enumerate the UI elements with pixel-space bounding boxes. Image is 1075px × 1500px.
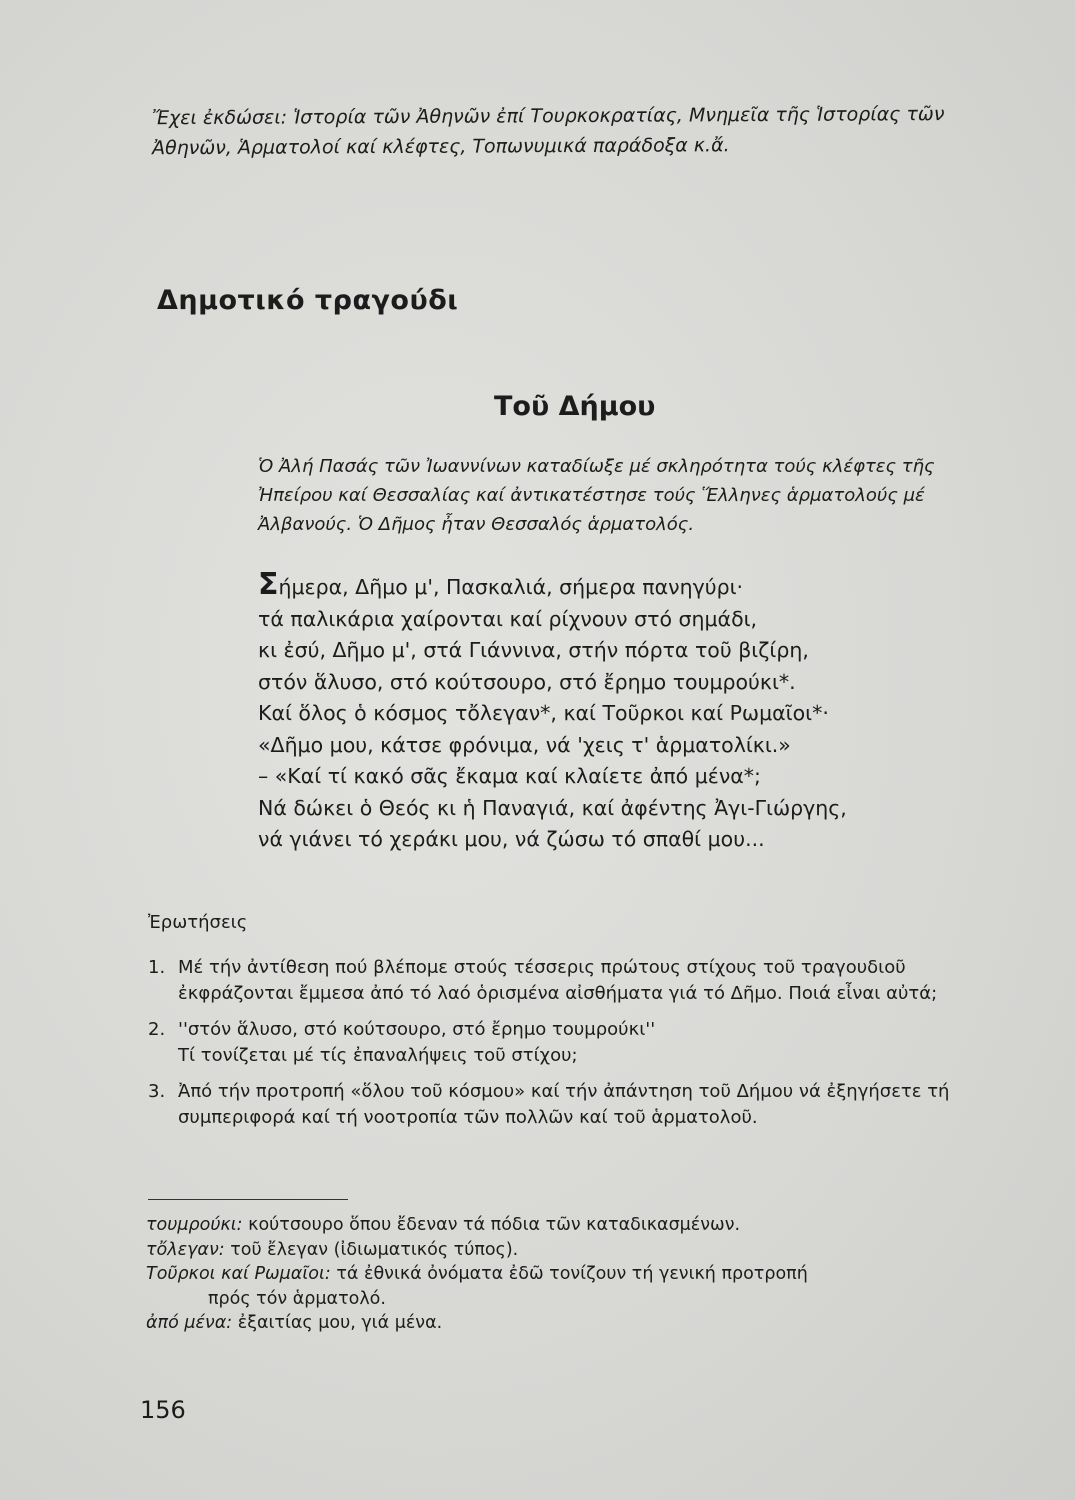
question-text-continued: Τί τονίζεται μέ τίς ἐπαναλήψεις τοῦ στίχου; xyxy=(178,1045,578,1066)
footnotes xyxy=(146,1213,1016,1336)
question-text: Ἀπό τήν προτροπή «ὅλου τοῦ κόσμου» καί τήν ἀπάντηση τοῦ Δήμου νά ἐξηγήσετε τή συμπεριφορά καί τή νοοτροπία τῶν πολλῶν καί τοῦ ἁρματολοῦ. xyxy=(178,1081,950,1128)
footnote-term: τὄλεγαν: xyxy=(146,1239,225,1260)
footnote-term: Τοῦρκοι καί Ρωμαῖοι: xyxy=(146,1264,331,1284)
poem-line: στόν ἅλυσο, στό κούτσουρο, στό ἔρημο τουμρούκι*. xyxy=(258,669,796,694)
questions-list xyxy=(148,955,1018,1141)
poem-line xyxy=(258,567,1018,604)
question-item xyxy=(148,1079,1018,1131)
footnote xyxy=(146,1238,1016,1263)
question-item xyxy=(148,1017,1018,1069)
footnote xyxy=(146,1262,1016,1311)
footnote-definition: τά ἐθνικά ὀνόματα ἐδῶ τονίζουν τή γενική προτροπή xyxy=(336,1264,808,1284)
author-intro: Ἔχει ἐκδώσει: Ἱστορία τῶν Ἀθηνῶν ἐπί Τουρκοκρατίας, Μνημεῖα τῆς Ἱστορίας τῶν Ἀθηνῶν, Ἁρματολοί καί κλέφτες, Τοπωνυμικά παράδοξα κ.ἄ. xyxy=(151,103,945,160)
section-heading: Δημοτικό τραγούδι xyxy=(157,285,459,316)
poem-line: – «Καί τί κακό σᾶς ἔκαμα καί κλαίετε ἀπό μένα*; xyxy=(258,764,761,788)
poem-line: τά παλικάρια χαίρονται καί ρίχνουν στό σημάδι, xyxy=(258,606,758,631)
poem-first-line: ήμερα, Δῆμο μ', Πασκαλιά, σήμερα πανηγύρι· xyxy=(278,575,744,599)
footnote-definition-continued: πρός τόν ἁρματολό. xyxy=(208,1288,386,1309)
question-number: 3. xyxy=(148,1081,166,1102)
question-item xyxy=(148,955,1018,1007)
footnote-definition: κούτσουρο ὅπου ἔδεναν τά πόδια τῶν καταδικασμένων. xyxy=(248,1215,741,1235)
poem-line: Καί ὅλος ὁ κόσμος τὄλεγαν*, καί Τοῦρκοι καί Ρωμαῖοι*· xyxy=(258,701,829,725)
question-number: 1. xyxy=(148,957,166,978)
footnote-divider xyxy=(148,1199,348,1200)
poem-line: νά γιάνει τό χεράκι μου, νά ζώσω τό σπαθί μου... xyxy=(258,827,765,851)
footnote xyxy=(146,1213,1016,1238)
questions-heading: Ἐρωτήσεις xyxy=(148,912,248,933)
question-text: Μέ τήν ἀντίθεση πού βλέπομε στούς τέσσερις πρώτους στίχους τοῦ τραγουδιοῦ ἐκφράζονται ἔμμεσα ἀπό τό λαό ὁρισμένα αἰσθήματα γιά τό Δῆμο. Ποιά εἶναι αὐτά; xyxy=(178,957,938,1004)
footnote-term: τουμρούκι: xyxy=(146,1215,243,1235)
footnote-definition: τοῦ ἔλεγαν (ἰδιωματικός τύπος). xyxy=(230,1239,519,1260)
question-text: ''στόν ἅλυσο, στό κούτσουρο, στό ἔρημο τουμρούκι'' xyxy=(178,1019,656,1040)
page-number: 156 xyxy=(140,1396,186,1424)
poem-line: Νά δώκει ὁ Θεός κι ἡ Παναγιά, καί ἀφέντης Ἀγι-Γιώργης, xyxy=(258,795,847,820)
footnote-term: ἀπό μένα: xyxy=(146,1313,233,1333)
poem-title: Τοῦ Δήμου xyxy=(494,391,656,422)
question-number: 2. xyxy=(148,1019,166,1040)
footnote xyxy=(146,1311,1016,1336)
poem-text xyxy=(258,567,1018,856)
poem-line: κι ἐσύ, Δῆμο μ', στά Γιάννινα, στήν πόρτα τοῦ βιζίρη, xyxy=(258,638,809,662)
footnote-definition: ἐξαιτίας μου, γιά μένα. xyxy=(237,1313,443,1333)
poem-intro: Ὁ Ἀλή Πασάς τῶν Ἰωαννίνων καταδίωξε μέ σκληρότητα τούς κλέφτες τῆς Ἠπείρου καί Θεσσαλίας καί ἀντικατέστησε τούς Ἕλληνες ἁρματολούς μέ Ἀλβανούς. Ὁ Δῆμος ἦταν Θεσσαλός ἁρματολός. xyxy=(258,456,935,535)
poem-line: «Δῆμο μου, κάτσε φρόνιμα, νά 'χεις τ' ἁρματολίκι.» xyxy=(258,732,791,757)
drop-cap: Σ xyxy=(258,567,279,602)
